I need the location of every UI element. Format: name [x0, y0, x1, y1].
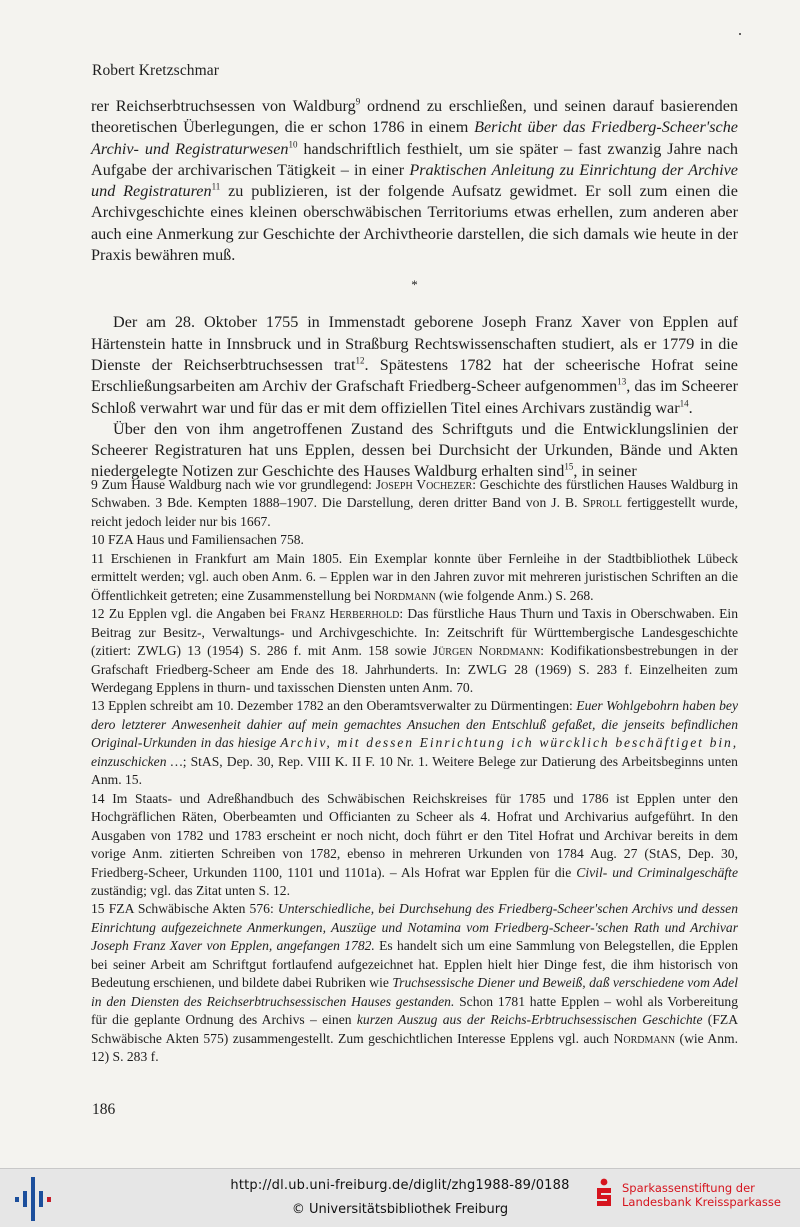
- footnote-9: 9 Zum Hause Waldburg nach wie vor grundlegend: Joseph Vochezer: Geschichte des fürstlichen Hauses Waldburg in Schwaben. 3 Bde. Kempten 1888–1907. Die Darstellung, deren dritter Band von J. B. Sproll fertiggestellt wurde, reicht jedoch leider nur bis 1667.: [91, 477, 738, 529]
- footnote-ref-13: 13: [617, 376, 627, 387]
- footnote-ref-12: 12: [355, 355, 365, 366]
- paragraph-2: Der am 28. Oktober 1755 in Immenstadt geborene Joseph Franz Xaver von Epplen auf Härtenstein hatte in Innsbruck und in Straßburg Rechtswissenschaften studiert, als er 1779 in die Dienste der Reichserbtruchsessen trat$^{12}$. Spätestens 1782 hat der scheerische Hofrat seine Erschließungsarbeiten am Archiv der Grafschaft Friedberg-Scheer aufgenommen$^{13}$, das im Scheerer Schloß verwahrt war und für das er mit dem offiziellen Titel eines Archivars zuständig war$^{14}$.: [91, 313, 738, 417]
- sparkasse-logo-icon[interactable]: [593, 1178, 615, 1210]
- footnote-15: 15 FZA Schwäbische Akten 576: Unterschiedliche, bei Durchsehung des Friedberg-Scheer'schen Archivs und dessen Einrichtung aufgezeichnete Anmerkungen, Auszüge und Notamina vom Friedberg-Scheer-'schen Rath und Archivar Joseph Franz Xaver von Epplen, angefangen 1782. Es handelt sich um eine Sammlung von Belegstellen, die Epplen bei seiner Arbeit am Schriftgut fortlaufend aufgezeichnet hat. Epplen hielt hier Dinge fest, die ihm historisch von Bedeutung erschienen, und bildete dabei Rubriken wie Truchsessische Diener und Beweiß, daß verschiedene vom Adel in den Diensten des Reichserbtruchsessischen Hauses gestanden. Schon 1781 hatte Epplen – wohl als Vorbereitung für die geplante Ordnung des Archivs – einen kurzen Auszug aus der Reichs-Erbtruchsessischen Geschichte (FZA Schwäbische Akten 575) zusammengestellt. Zum geschichtlichen Interesse Epplens vgl. auch Nordmann (wie Anm. 12) S. 283 f.: [91, 901, 739, 1065]
- footnote-13: 13 Epplen schreibt am 10. Dezember 1782 an den Oberamtsverwalter zu Dürmentingen: Euer Wohlgebohrn haben bey dero letzterer Anwesenheit dahier auf mein gemachtes Ansuchen den Entschluß gefaßet, die jenseits befindlichen Original-Urkunden in das hiesige Archiv, mit dessen Einrichtung ich würcklich beschäftiget bin, einzuschicken …; StAS, Dep. 30, Rep. VIII K. II F. 10 Nr. 1. Weitere Belege zur Datierung des Arbeitsbeginns unten Anm. 15.: [91, 698, 738, 788]
- footnote-14: 14 Im Staats- und Adreßhandbuch des Schwäbischen Reichskreises für 1785 und 1786 ist Epplen unter den Hochgräflichen Räten, Oberbeamten und Officianten zu Scheer als 4. Hofrat und Archivarius aufgeführt. In den Ausgaben von 1782 und 1783 erscheint er noch nicht, doch führt er den Titel Hofrat und Archivar bereits in dem vorige Anm. zitierten Schreiben von 1782, ebenso in mehreren Urkunden von 1784 Aug. 27 (StAS, Dep. 30, Friedberg-Scheer, Urkunden 1100, 1101 und 1101a). – Als Hofrat war Epplen für die Civil- und Criminalgeschäfte zuständig; vgl. das Zitat unten S. 12.: [91, 790, 738, 898]
- copyright-notice: © Universitätsbibliothek Freiburg: [291, 1202, 509, 1217]
- sponsor-text[interactable]: [622, 1181, 781, 1209]
- main-text: [91, 96, 738, 483]
- viewer-footer: [0, 1168, 800, 1227]
- document-url-link[interactable]: http://dl.ub.uni-freiburg.de/diglit/zhg1988-89/0188: [230, 1178, 570, 1193]
- sponsor-line-1: Sparkassenstiftung der: [622, 1181, 755, 1195]
- footnote-11: 11 Erschienen in Frankfurt am Main 1805. Ein Exemplar konnte über Fernleihe in der Stadtbibliothek Lübeck ermittelt werden; vgl. auch oben Anm. 6. – Epplen war in den Jahren zuvor mit mehreren juristischen Schriften an die Öffentlichkeit getreten; eine Zusammenstellung bei Nordmann (wie folgende Anm.) S. 268.: [91, 550, 738, 603]
- running-header: Robert Kretzschmar: [92, 62, 220, 79]
- footnote-ref-9: 9: [355, 96, 361, 107]
- footnote-ref-14: 14: [679, 398, 689, 409]
- footnotes: [91, 476, 738, 1067]
- sponsor-line-2: Landesbank Kreissparkasse: [622, 1195, 781, 1209]
- scan-speck: [739, 33, 741, 35]
- footnote-10: 10 FZA Haus und Familiensachen 758.: [91, 532, 304, 548]
- footnote-12: 12 Zu Epplen vgl. die Angaben bei Franz Herberhold: Das fürstliche Haus Thurn und Taxis in Oberschwaben. Ein Beitrag zur Besitz-, Verwaltungs- und Archivgeschichte. In: Zeitschrift für Württembergische Landesgeschichte (zitiert: ZWLG) 13 (1954) S. 286 f. mit Anm. 158 sowie Jürgen Nordmann: Kodifikationsbestrebungen in der Grafschaft Friedberg-Scheer am Ende des 18. Jahrhunderts. In: ZWLG 28 (1969) S. 283 f. Einzelheiten zum Werdegang Epplens in thurn- und taxisschen Diensten unten Anm. 70.: [91, 606, 738, 695]
- paragraph-3: Über den von ihm angetroffenen Zustand des Schriftguts und die Entwicklungslinien der Scheerer Registraturen hat uns Epplen, dessen bei Durchsicht der Urkunden, Bände und Akten niedergelegte Notizen zur Geschichte des Hauses Waldburg erhalten sind$^{15}$, in seiner: [91, 419, 738, 481]
- section-separator: *: [411, 277, 418, 293]
- paragraph-1: rer Reichserbtruchsessen von Waldburg$^9$ ordnend zu erschließen, und seinen darauf basierenden theoretischen Überlegungen, die er schon 1786 in einem Bericht über das Friedberg-Scheer'sche Archiv- und Registraturwesen$^{10}$ handschriftlich festhielt, um sie später – fast zwanzig Jahre nach Aufgabe der archivarischen Tätigkeit – in einer Praktischen Anleitung zu Einrichtung der Archive und Registraturen$^{11}$ zu publizieren, ist der folgende Aufsatz gewidmet. Er soll zum einen die Archivgeschichte eines kleinen oberschwäbischen Territoriums etwas erhellen, zum anderen aber auch eine Anmerkung zur Geschichte der Archivtheorie darstellen, die sich damals wie heute in der Praxis bewähren muß.: [91, 96, 738, 265]
- footnote-ref-11: 11: [211, 181, 221, 192]
- footnote-ref-10: 10: [288, 139, 298, 150]
- page-number: 186: [92, 1101, 116, 1118]
- footnote-ref-15: 15: [564, 462, 574, 473]
